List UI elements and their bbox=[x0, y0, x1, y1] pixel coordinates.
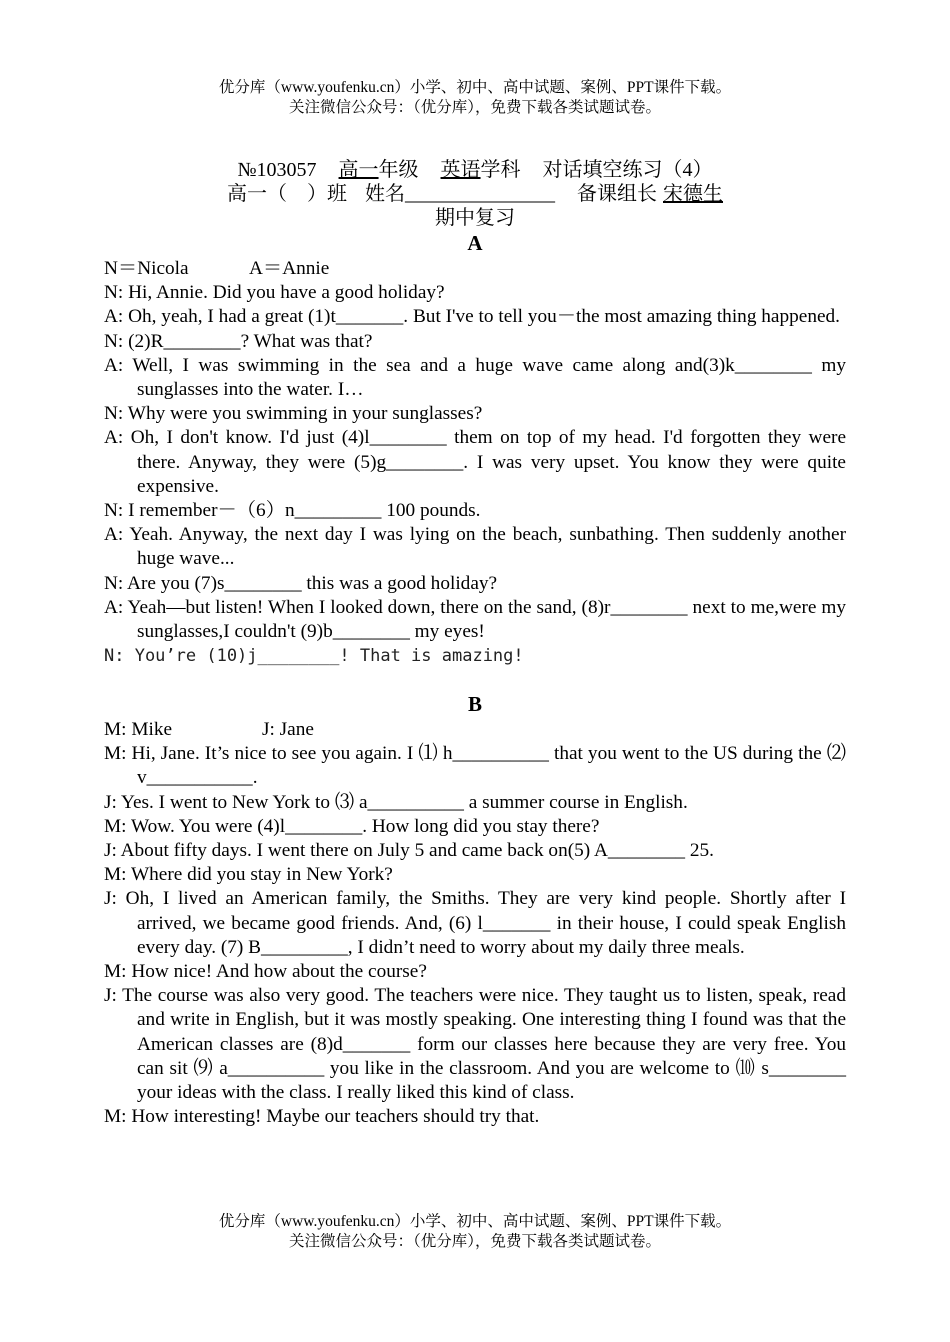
name-label: 姓名 bbox=[365, 183, 405, 205]
dialogue-line: A: Oh, yeah, I had a great (1)t_______. But I've to tell you－the most amazing thing happened. bbox=[104, 306, 840, 328]
header-line-2: 关注微信公众号：（优分库），免费下载各类试题试卷。 bbox=[288, 99, 661, 116]
subject-name: 英语 bbox=[440, 159, 481, 181]
dialogue-line: M: Wow. You were (4)l________. How long did you stay there? bbox=[104, 815, 600, 837]
dialogue-line: N: Hi, Annie. Did you have a good holiday? bbox=[104, 282, 445, 304]
dialogue-line: M: Where did you stay in New York? bbox=[104, 864, 393, 886]
footer-line-1: 优分库（www.youfenku.cn）小学、初中、高中试题、案例、PPT课件下载。 bbox=[218, 1213, 732, 1230]
cast-nicola: N＝Nicola bbox=[104, 258, 189, 279]
title-line-2 bbox=[0, 182, 950, 206]
dialogue-line: J: The course was also very good. The teachers were nice. They taught us to listen, speak, read and write in English, but it was mostly speaking. One interesting thing I found was that the American classes are (8)d_______ form our classes here because they are very free. You can sit ⑼ a__________ you like in the classroom. And you are welcome to ⑽ s________ your ideas with the class. I really liked this kind of class. bbox=[104, 985, 846, 1104]
subject-suffix: 学科 bbox=[480, 159, 521, 181]
section-b-heading: B bbox=[467, 692, 482, 716]
section-b-cast bbox=[104, 718, 846, 742]
worksheet-topic: 对话填空练习（4） bbox=[542, 159, 713, 181]
class-label: 高一（ ）班 bbox=[227, 183, 347, 205]
name-blank: _______________ bbox=[405, 183, 555, 205]
subtitle: 期中复习 bbox=[435, 207, 515, 229]
worksheet-title-block bbox=[0, 158, 950, 230]
leader-label: 备课组长 bbox=[577, 183, 657, 205]
dialogue-line: M: Hi, Jane. It’s nice to see you again. I ⑴ h__________ that you went to the US during the ⑵ v___________. bbox=[104, 743, 846, 789]
dialogue-line: A: Oh, I don't know. I'd just (4)l________ them on top of my head. I'd forgotten they were there. Anyway, they were (5)g________. I was very upset. You know they were quite expensive. bbox=[104, 427, 846, 497]
title-line-1 bbox=[0, 158, 950, 182]
cast-annie: A＝Annie bbox=[249, 258, 330, 279]
cast-mike: M: Mike bbox=[104, 719, 173, 740]
page-footer bbox=[0, 1212, 950, 1252]
section-a-cast bbox=[104, 257, 846, 281]
dialogue-line: N: (2)R________? What was that? bbox=[104, 330, 373, 352]
dialogue-line: M: How interesting! Maybe our teachers should try that. bbox=[104, 1106, 540, 1128]
dialogue-line: A: Yeah. Anyway, the next day I was lying on the beach, sunbathing. Then suddenly another huge wave... bbox=[104, 524, 846, 570]
dialogue-line: N: Are you (7)s________ this was a good holiday? bbox=[104, 572, 498, 594]
dialogue-line: N: Why were you swimming in your sunglasses? bbox=[104, 403, 483, 425]
grade-suffix: 年级 bbox=[378, 159, 419, 181]
dialogue-line: A: Yeah—but listen! When I looked down, there on the sand, (8)r________ next to me,were my sunglasses,I couldn't (9)b________ my eyes! bbox=[104, 596, 846, 643]
dialogue-line: J: About fifty days. I went there on July 5 and came back on(5) A________ 25. bbox=[104, 840, 714, 862]
leader-name: 宋德生 bbox=[663, 183, 723, 205]
page-header bbox=[0, 78, 950, 118]
dialogue-line: A: Well, I was swimming in the sea and a huge wave came along and(3)k________ my sunglasses into the water. I… bbox=[104, 354, 846, 401]
section-b-dialogue bbox=[104, 718, 846, 1129]
dialogue-line: J: Oh, I lived an American family, the Smiths. They are very kind people. Shortly after I arrived, we became good friends. And, (6) l_______ in their house, I could speak English every day. (7) B_________, I didn’t need to worry about my daily three meals. bbox=[104, 888, 846, 958]
dialogue-line: N: I remember－（6）n_________ 100 pounds. bbox=[104, 500, 481, 522]
section-a-heading: A bbox=[467, 231, 483, 255]
section-a-dialogue bbox=[104, 257, 846, 668]
dialogue-line: M: How nice! And how about the course? bbox=[104, 961, 427, 983]
cast-jane: J: Jane bbox=[262, 719, 314, 740]
dialogue-line: J: Yes. I went to New York to ⑶ a__________ a summer course in English. bbox=[104, 791, 688, 813]
grade-name: 高一 bbox=[338, 159, 379, 181]
footer-line-2: 关注微信公众号：（优分库），免费下载各类试题试卷。 bbox=[288, 1233, 661, 1250]
header-line-1: 优分库（www.youfenku.cn）小学、初中、高中试题、案例、PPT课件下载。 bbox=[218, 79, 732, 96]
dialogue-line-last: N: You’re (10)j________! That is amazing! bbox=[104, 646, 524, 667]
worksheet-number: №103057 bbox=[237, 159, 317, 181]
